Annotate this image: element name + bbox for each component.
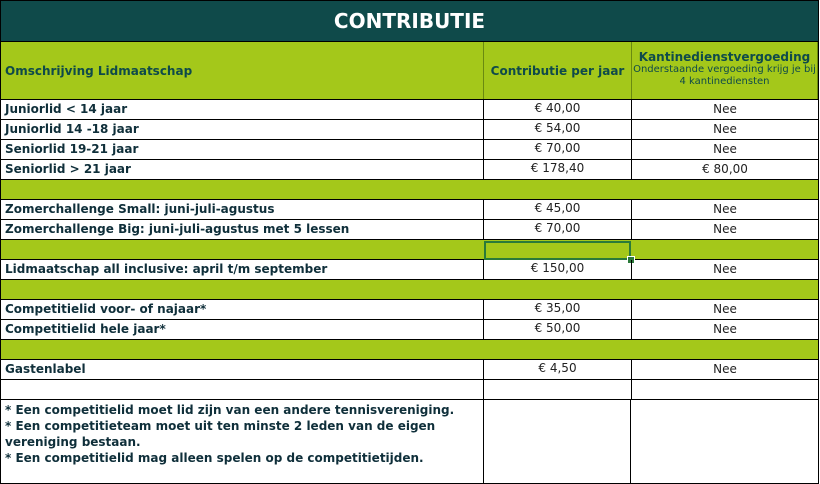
row-label[interactable]: Zomerchallenge Big: juni-juli-agustus met 5 lessen	[1, 220, 484, 239]
row-label[interactable]: Seniorlid 19-21 jaar	[1, 140, 484, 159]
empty-row[interactable]	[1, 380, 818, 400]
row-price[interactable]: € 45,00	[484, 200, 632, 219]
grid-line	[1, 99, 818, 100]
header-canteen-title: Kantinedienstvergoeding	[638, 50, 811, 64]
row-fee[interactable]: Nee	[713, 262, 737, 276]
header-description[interactable]	[1, 42, 484, 99]
row-label[interactable]: Gastenlabel	[1, 360, 484, 379]
empty-cell[interactable]	[1, 380, 484, 399]
footnote: * Een competitielid moet lid zijn van een andere tennisvereniging.	[5, 403, 455, 417]
grid-line	[1, 41, 818, 42]
row-price[interactable]: € 40,00	[484, 100, 632, 119]
row-label[interactable]: Juniorlid < 14 jaar	[1, 100, 484, 119]
table-row[interactable]	[1, 160, 818, 180]
header-canteen-fee[interactable]	[632, 42, 818, 99]
header-canteen-subtitle: Onderstaande vergoeding krijg je bij 4 kantinediensten	[633, 64, 816, 87]
row-fee[interactable]: Nee	[713, 122, 737, 136]
row-label[interactable]: Competitielid voor- of najaar*	[1, 300, 484, 319]
header-description-label: Omschrijving Lidmaatschap	[5, 63, 193, 78]
footnote: * Een competitieteam moet uit ten minste 2 leden van de eigen vereniging bestaan.	[5, 419, 436, 449]
row-price[interactable]: € 150,00	[484, 260, 632, 279]
empty-cell[interactable]	[484, 380, 632, 399]
separator-band[interactable]	[1, 340, 818, 360]
separator-band[interactable]	[1, 280, 818, 300]
selected-cell[interactable]	[484, 241, 631, 260]
table-row[interactable]	[1, 300, 818, 320]
row-fee[interactable]: Nee	[713, 222, 737, 236]
table-row[interactable]	[1, 360, 818, 380]
row-fee[interactable]: € 80,00	[702, 162, 748, 176]
row-fee[interactable]: Nee	[713, 202, 737, 216]
row-price[interactable]: € 54,00	[484, 120, 632, 139]
row-fee[interactable]: Nee	[713, 142, 737, 156]
footnote: * Een competitielid mag alleen spelen op de competitietijden.	[5, 451, 424, 465]
row-label[interactable]: Zomerchallenge Small: juni-juli-agustus	[1, 200, 484, 219]
row-label[interactable]: Juniorlid 14 -18 jaar	[1, 120, 484, 139]
table-row[interactable]	[1, 320, 818, 340]
header-contribution[interactable]	[484, 42, 632, 99]
row-label[interactable]: Lidmaatschap all inclusive: april t/m september	[1, 260, 484, 279]
table-row[interactable]	[1, 260, 818, 280]
table-row[interactable]	[1, 200, 818, 220]
table-row[interactable]	[1, 220, 818, 240]
empty-cell[interactable]	[484, 400, 631, 483]
header-contribution-label: Contributie per jaar	[490, 63, 625, 78]
table-row[interactable]	[1, 100, 818, 120]
row-fee[interactable]: Nee	[713, 302, 737, 316]
row-fee[interactable]: Nee	[713, 102, 737, 116]
row-price[interactable]: € 70,00	[484, 220, 632, 239]
row-fee[interactable]: Nee	[713, 322, 737, 336]
row-label[interactable]: Competitielid hele jaar*	[1, 320, 484, 339]
row-fee[interactable]: Nee	[713, 362, 737, 376]
row-price[interactable]: € 178,40	[484, 160, 632, 179]
row-price[interactable]: € 50,00	[484, 320, 632, 339]
row-label[interactable]: Seniorlid > 21 jaar	[1, 160, 484, 179]
sheet-title[interactable]: CONTRIBUTIE	[1, 1, 818, 41]
table-row[interactable]	[1, 140, 818, 160]
row-price[interactable]: € 4,50	[484, 360, 632, 379]
table-row[interactable]	[1, 120, 818, 140]
separator-band[interactable]	[1, 240, 818, 260]
row-price[interactable]: € 70,00	[484, 140, 632, 159]
empty-cell[interactable]	[632, 380, 818, 399]
row-price[interactable]: € 35,00	[484, 300, 632, 319]
footnotes[interactable]	[1, 400, 484, 483]
separator-band[interactable]	[1, 180, 818, 200]
